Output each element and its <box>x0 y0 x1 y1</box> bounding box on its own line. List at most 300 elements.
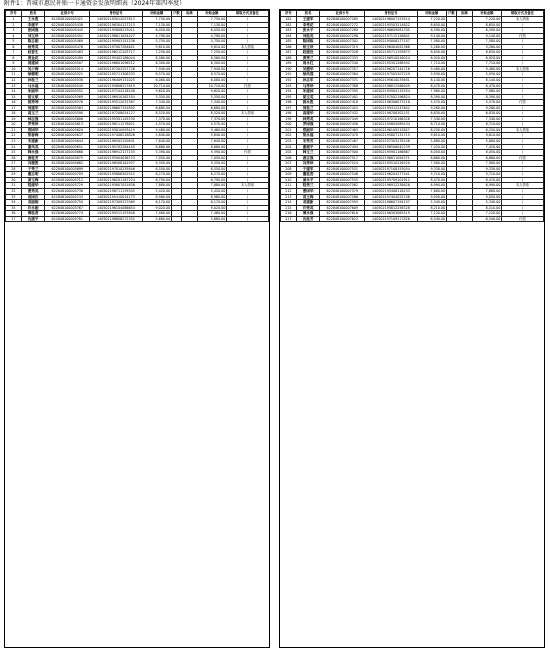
cell-id: 140502196611054427 <box>90 33 143 39</box>
cell-total: 5,420.00 <box>197 188 226 194</box>
cell-seq: 193 <box>281 83 297 89</box>
cell-amount: 10,710.00 <box>142 83 171 89</box>
cell-remark: / <box>501 144 543 150</box>
cell-amount: 5,420.00 <box>142 188 171 194</box>
cell-total: 8,650.00 <box>472 22 501 28</box>
cell-seq: 15 <box>6 94 22 100</box>
cell-name: 曹国华 <box>296 188 320 194</box>
cell-card: 622848100005514 <box>45 66 90 72</box>
cell-total: 8,520.00 <box>197 111 226 117</box>
col-id-header: 身份证号 <box>365 11 418 17</box>
cell-card: 622848100005736 <box>45 188 90 194</box>
cell-id: 140502195412247642 <box>365 105 418 111</box>
cell-seq: 11 <box>6 72 22 78</box>
cell-name: 孙桂兰 <box>21 78 45 84</box>
cell-name: 王建军 <box>296 17 320 23</box>
cell-card: 622848100005507 <box>45 61 90 67</box>
cell-name: 萧玉梅 <box>21 177 45 183</box>
cell-remark: / <box>226 78 268 84</box>
cell-seq: 190 <box>281 66 297 72</box>
cell-remark: / <box>226 177 268 183</box>
cell-total: 7,750.00 <box>197 17 226 23</box>
cell-amount: 8,960.00 <box>142 194 171 200</box>
cell-seq: 203 <box>281 139 297 145</box>
cell-remark: / <box>501 55 543 61</box>
cell-remark: / <box>226 89 268 95</box>
cell-total: 7,340.00 <box>472 116 501 122</box>
cell-id: 140502197404025748 <box>365 194 418 200</box>
cell-name: 程秀兰 <box>296 183 320 189</box>
cell-remark: / <box>226 28 268 34</box>
cell-amount: 6,830.00 <box>417 111 446 117</box>
cell-id: 140502195012037813 <box>90 17 143 23</box>
cell-name: 李秀花 <box>296 22 320 28</box>
cell-total: 7,710.00 <box>472 61 501 67</box>
cell-id: 140502195903151236 <box>90 39 143 45</box>
cell-id: 140502195711193873 <box>365 50 418 56</box>
cell-name: 于建军 <box>296 166 320 172</box>
cell-remark: 本人领取 <box>226 111 268 117</box>
col-households-header: 户数 <box>448 11 455 16</box>
cell-remark: / <box>226 200 268 206</box>
cell-seq: 10 <box>6 66 22 72</box>
cell-id: 140502196508161937 <box>90 161 143 167</box>
cell-remark: 代领 <box>501 216 543 222</box>
cell-id: 140502196609081335 <box>365 28 418 34</box>
cell-name: 刘玉珍 <box>21 33 45 39</box>
cell-name: 黄金花 <box>21 55 45 61</box>
cell-card: 622848100005552 <box>45 89 90 95</box>
cell-amount: 7,340.00 <box>417 116 446 122</box>
cell-id: 140502195810093419 <box>90 127 143 133</box>
cell-id: 140502196303150631 <box>90 139 143 145</box>
cell-id: 140502197303278146 <box>365 139 418 145</box>
cell-seq: 182 <box>281 22 297 28</box>
cell-seq: 212 <box>281 188 297 194</box>
cell-card: 622848100005675 <box>45 155 90 161</box>
cell-total: 7,120.00 <box>472 211 501 217</box>
cell-remark: / <box>226 139 268 145</box>
cell-remark: / <box>501 161 543 167</box>
cell-total: 5,930.00 <box>472 72 501 78</box>
cell-name: 萧永平 <box>296 177 320 183</box>
cell-remark: / <box>501 50 543 56</box>
cell-name: 孙志军 <box>296 78 320 84</box>
cell-name: 袁玉梅 <box>296 194 320 200</box>
cell-card: 622848100007432 <box>320 111 365 117</box>
cell-total: 8,270.00 <box>197 172 226 178</box>
cell-seq: 8 <box>6 55 22 61</box>
cell-seq: 216 <box>281 211 297 217</box>
cell-total: 9,020.00 <box>197 205 226 211</box>
cell-amount: 8,520.00 <box>142 111 171 117</box>
cell-total: 8,680.00 <box>197 144 226 150</box>
cell-remark: / <box>501 122 543 128</box>
cell-card: 622848100007616 <box>320 211 365 217</box>
cell-id: 140502196207144716 <box>365 66 418 72</box>
cell-id: 140502197208054127 <box>90 111 143 117</box>
cell-amount: 7,750.00 <box>142 17 171 23</box>
cell-seq: 20 <box>6 122 22 128</box>
cell-card: 622848100005476 <box>45 44 90 50</box>
cell-id: 140502195807131715 <box>365 133 418 139</box>
cell-total: 9,620.00 <box>197 89 226 95</box>
cell-id: 140502196910016024 <box>365 55 418 61</box>
cell-name: 陈国栋 <box>296 39 320 45</box>
col-seq-header: 序号 <box>281 11 297 17</box>
cell-remark: / <box>226 61 268 67</box>
cell-name: 韩玉兰 <box>296 150 320 156</box>
cell-amount: 7,370.00 <box>142 116 171 122</box>
cell-seq: 2 <box>6 22 22 28</box>
cell-remark: / <box>501 22 543 28</box>
cell-total: 5,680.00 <box>197 216 226 222</box>
cell-amount: 6,990.00 <box>417 183 446 189</box>
cell-amount: 7,340.00 <box>142 100 171 106</box>
cell-card: 622848100007302 <box>320 39 365 45</box>
cell-amount: 8,140.00 <box>417 78 446 84</box>
cell-amount: 5,880.00 <box>417 139 446 145</box>
cell-amount: 6,390.00 <box>417 28 446 34</box>
cell-id: 140502195702284445 <box>90 144 143 150</box>
cell-id: 140502195808233011 <box>90 28 143 34</box>
cell-seq: 33 <box>6 194 22 200</box>
cell-total: 6,790.00 <box>197 177 226 183</box>
cell-remark: / <box>501 139 543 145</box>
cell-card: 622848100007296 <box>320 33 365 39</box>
cell-amount: 7,420.00 <box>417 144 446 150</box>
cell-id: 140502196812268049 <box>365 83 418 89</box>
cell-card: 622848100005606 <box>45 116 90 122</box>
cell-card: 622848100007395 <box>320 89 365 95</box>
cell-id: 140502196111276821 <box>90 122 143 128</box>
cell-card: 622848100005545 <box>45 83 90 89</box>
cell-total: 7,640.00 <box>197 139 226 145</box>
cell-seq: 29 <box>6 172 22 178</box>
col-seq-header: 序号 <box>6 11 22 17</box>
cell-total: 5,570.00 <box>472 100 501 106</box>
cell-total: 6,550.00 <box>197 166 226 172</box>
cell-name: 郭永胜 <box>296 100 320 106</box>
cell-name: 黄秀兰 <box>296 55 320 61</box>
cell-amount: 6,660.00 <box>417 155 446 161</box>
cell-name: 冯德胜 <box>21 161 45 167</box>
cell-id: 140502195406116233 <box>365 188 418 194</box>
cell-name: 袁国庆 <box>21 194 45 200</box>
cell-id: 140502197210166328 <box>365 116 418 122</box>
cell-card: 622848100007333 <box>320 55 365 61</box>
cell-total: 5,880.00 <box>472 139 501 145</box>
cell-card: 622848100005483 <box>45 50 90 56</box>
cell-name: 赵春生 <box>21 50 45 56</box>
cell-remark: / <box>501 78 543 84</box>
cell-amount: 7,460.00 <box>142 211 171 217</box>
col-id-header: 身份证号 <box>90 11 143 17</box>
cell-amount: 9,020.00 <box>142 205 171 211</box>
cell-seq: 213 <box>281 194 297 200</box>
cell-seq: 4 <box>6 33 22 39</box>
cell-id: 140502196912238626 <box>365 183 418 189</box>
cell-id: 140502197309227069 <box>90 200 143 206</box>
cell-card: 622848100007364 <box>320 72 365 78</box>
cell-total: 4,570.00 <box>197 122 226 128</box>
cell-name: 马秀珍 <box>296 83 320 89</box>
cell-seq: 189 <box>281 61 297 67</box>
cell-total: 8,560.00 <box>197 55 226 61</box>
cell-name: 吴德华 <box>296 66 320 72</box>
cell-remark: / <box>226 33 268 39</box>
cell-seq: 191 <box>281 72 297 78</box>
cell-remark: / <box>501 72 543 78</box>
col-card-header: 社保卡号 <box>320 11 365 17</box>
cell-seq: 198 <box>281 111 297 117</box>
cell-seq: 22 <box>6 133 22 139</box>
cell-total: 7,460.00 <box>197 211 226 217</box>
cell-total: 6,050.00 <box>197 28 226 34</box>
cell-seq: 35 <box>6 205 22 211</box>
cell-amount: 9,480.00 <box>417 66 446 72</box>
cell-seq: 204 <box>281 144 297 150</box>
cell-id: 140502196212103717 <box>90 50 143 56</box>
cell-total: 7,220.00 <box>472 17 501 23</box>
cell-id: 140502195807051638 <box>90 183 143 189</box>
cell-amount: 9,140.00 <box>417 33 446 39</box>
cell-card: 622848100005644 <box>45 139 90 145</box>
cell-seq: 34 <box>6 200 22 206</box>
cell-remark: / <box>226 216 268 222</box>
cell-total: 7,940.00 <box>197 66 226 72</box>
col-amount-header: 补贴金额 <box>417 11 446 17</box>
cell-seq: 30 <box>6 177 22 183</box>
cell-total: 6,920.00 <box>472 55 501 61</box>
cell-id: 140502196007153514 <box>365 17 418 23</box>
cell-seq: 201 <box>281 127 297 133</box>
cell-seq: 26 <box>6 155 22 161</box>
cell-id: 140502196506042239 <box>365 144 418 150</box>
cell-card: 622848100005651 <box>45 144 90 150</box>
cell-remark: 本人领取 <box>226 44 268 50</box>
cell-card: 622848100005613 <box>45 122 90 128</box>
cell-seq: 192 <box>281 78 297 84</box>
cell-card: 622848100007265 <box>320 17 365 23</box>
cell-seq: 37 <box>6 216 22 222</box>
cell-seq: 195 <box>281 94 297 100</box>
cell-seq: 199 <box>281 116 297 122</box>
cell-name: 徐凤莲 <box>296 72 320 78</box>
cell-total: 5,340.00 <box>472 200 501 206</box>
cell-households <box>171 216 182 222</box>
cell-total: 8,050.00 <box>472 150 501 156</box>
cell-households <box>446 216 457 222</box>
cell-amount: 7,050.00 <box>142 155 171 161</box>
cell-card: 622848100007531 <box>320 166 365 172</box>
cell-total: 6,390.00 <box>472 28 501 34</box>
cell-seq: 187 <box>281 50 297 56</box>
cell-card: 622848100005490 <box>45 55 90 61</box>
cell-total: 4,790.00 <box>197 33 226 39</box>
cell-card: 622848100005452 <box>45 33 90 39</box>
cell-id: 140502196306073118 <box>365 100 418 106</box>
cell-id: 140502195605089434 <box>365 122 418 128</box>
cell-card: 622848100007487 <box>320 139 365 145</box>
cell-id: 140502195606227619 <box>90 83 143 89</box>
cell-card: 622848100005569 <box>45 94 90 100</box>
cell-seq: 9 <box>6 61 22 67</box>
cell-card: 622848100005421 <box>45 17 90 23</box>
cell-id: 140502195709101912 <box>365 177 418 183</box>
cell-id: 140502195512037367 <box>90 100 143 106</box>
cell-total: 9,260.00 <box>472 105 501 111</box>
cell-name: 曹秀英 <box>21 188 45 194</box>
document-title: 附件1：晋城市惠民补贴一卡通资金发放明细表（2024年第四季度） <box>4 0 186 7</box>
cell-name: 高玉兰 <box>21 111 45 117</box>
cell-id: 140502197010235846 <box>90 166 143 172</box>
col-name-header: 姓名 <box>21 11 45 17</box>
cell-name: 高建华 <box>296 111 320 117</box>
cell-seq: 16 <box>6 100 22 106</box>
cell-card: 622848100007548 <box>320 172 365 178</box>
cell-total: 6,170.00 <box>197 200 226 206</box>
cell-total: 7,900.00 <box>472 161 501 167</box>
cell-name: 郭秀琴 <box>21 100 45 106</box>
cell-card: 622848100005781 <box>45 216 90 222</box>
cell-card: 622848100007272 <box>320 22 365 28</box>
cell-name: 张国强 <box>21 28 45 34</box>
cell-card: 622848100007463 <box>320 127 365 133</box>
cell-name: 杨秀英 <box>21 44 45 50</box>
cell-amount: 9,460.00 <box>142 127 171 133</box>
cell-amount: 7,120.00 <box>417 211 446 217</box>
cell-remark: / <box>501 111 543 117</box>
cell-card: 622848100005576 <box>45 100 90 106</box>
cell-amount: 6,250.00 <box>417 127 446 133</box>
col-total-header: 补贴金额 <box>472 11 501 17</box>
col-standard-header: 标准 <box>182 11 198 17</box>
cell-card: 622848100007425 <box>320 105 365 111</box>
cell-amount: 8,570.00 <box>142 72 171 78</box>
cell-remark: 代领 <box>501 33 543 39</box>
cell-card: 622848100007319 <box>320 44 365 50</box>
cell-remark: / <box>226 155 268 161</box>
col-card-header: 社保卡号 <box>45 11 90 17</box>
cell-remark: / <box>501 61 543 67</box>
cell-seq: 12 <box>6 78 22 84</box>
cell-remark: / <box>226 188 268 194</box>
cell-amount: 8,050.00 <box>417 150 446 156</box>
cell-amount: 7,710.00 <box>417 61 446 67</box>
cell-name: 程建华 <box>21 183 45 189</box>
cell-total: 7,580.00 <box>472 39 501 45</box>
cell-seq: 202 <box>281 133 297 139</box>
cell-amount: 8,390.00 <box>417 94 446 100</box>
cell-name: 郑丽华 <box>296 127 320 133</box>
cell-seq: 208 <box>281 166 297 172</box>
cell-name: 谢凤英 <box>21 144 45 150</box>
cell-id: 140502196109215827 <box>365 127 418 133</box>
cell-remark: / <box>501 105 543 111</box>
cell-id: 140502197302257726 <box>90 66 143 72</box>
cell-name: 傅永强 <box>296 211 320 217</box>
cell-name: 谢建平 <box>296 144 320 150</box>
cell-seq: 211 <box>281 183 297 189</box>
cell-remark: / <box>501 150 543 156</box>
cell-id: 140502196201187224 <box>90 177 143 183</box>
cell-id: 140502196801096512 <box>90 61 143 67</box>
cell-remark: 本人领取 <box>501 127 543 133</box>
cell-card: 622848100007470 <box>320 133 365 139</box>
cell-id: 140502196708302151 <box>365 111 418 117</box>
cell-card: 622848100005750 <box>45 200 90 206</box>
cell-card: 622848100005469 <box>45 39 90 45</box>
cell-seq: 36 <box>6 211 22 217</box>
cell-amount: 6,550.00 <box>142 166 171 172</box>
cell-total: 8,960.00 <box>197 194 226 200</box>
cell-amount: 5,390.00 <box>142 150 171 156</box>
cell-total: 9,610.00 <box>472 133 501 139</box>
cell-id: 140502197406218826 <box>90 133 143 139</box>
cell-remark: 本人领取 <box>501 183 543 189</box>
cell-amount: 5,930.00 <box>417 72 446 78</box>
cell-id: 140502196304127215 <box>90 22 143 28</box>
cell-remark: / <box>501 166 543 172</box>
cell-id: 140502196607191892 <box>90 105 143 111</box>
cell-amount: 6,470.00 <box>417 83 446 89</box>
cell-name: 罗秀珍 <box>21 122 45 128</box>
cell-card: 622848100005712 <box>45 177 90 183</box>
cell-card: 622848100007449 <box>320 116 365 122</box>
cell-amount: 9,350.00 <box>142 161 171 167</box>
cell-id: 140502195904115554 <box>365 89 418 95</box>
cell-amount: 8,680.00 <box>142 144 171 150</box>
cell-amount: 7,250.00 <box>142 50 171 56</box>
cell-card: 622848100007579 <box>320 188 365 194</box>
cell-remark: / <box>501 177 543 183</box>
cell-card: 622848100007524 <box>320 161 365 167</box>
cell-id: 140502196811094371 <box>365 155 418 161</box>
cell-total: 9,480.00 <box>472 66 501 72</box>
col-total-header: 补贴金额 <box>197 11 226 17</box>
cell-seq: 214 <box>281 200 297 206</box>
cell-remark: 代领 <box>226 83 268 89</box>
cell-remark: / <box>226 105 268 111</box>
cell-total: 6,830.00 <box>472 111 501 117</box>
cell-total: 9,140.00 <box>472 33 501 39</box>
cell-amount: 7,900.00 <box>417 161 446 167</box>
cell-amount: 4,570.00 <box>142 122 171 128</box>
cell-remark: / <box>501 39 543 45</box>
cell-seq: 210 <box>281 177 297 183</box>
cell-name: 董志明 <box>21 172 45 178</box>
cell-remark: / <box>226 55 268 61</box>
cell-standard <box>457 216 473 222</box>
cell-name: 于秀兰 <box>21 166 45 172</box>
cell-id: 140502195901186867 <box>365 150 418 156</box>
cell-card: 622848100005590 <box>45 111 90 117</box>
cell-amount: 6,300.00 <box>142 61 171 67</box>
cell-remark: / <box>501 200 543 206</box>
left-table-body <box>6 17 269 222</box>
cell-id: 140502195405186044 <box>90 55 143 61</box>
cell-total: 7,340.00 <box>197 100 226 106</box>
cell-seq: 1 <box>6 17 22 23</box>
cell-amount: 7,940.00 <box>142 66 171 72</box>
cell-amount: 9,260.00 <box>417 105 446 111</box>
cell-card: 622848100007586 <box>320 194 365 200</box>
left-table-panel <box>4 9 270 648</box>
cell-name: 王永胜 <box>21 17 45 23</box>
cell-amount: 9,610.00 <box>417 133 446 139</box>
cell-seq: 25 <box>6 150 22 156</box>
